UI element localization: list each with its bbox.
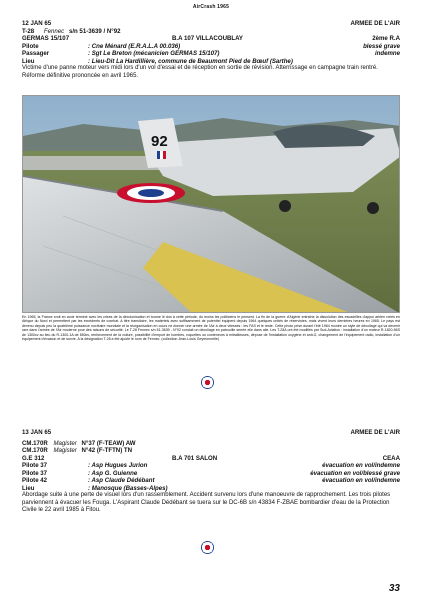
crew-name: : Asp Hugues Jurion bbox=[88, 462, 148, 469]
entry-12-jan-65 bbox=[22, 20, 400, 80]
crew-role: Passager bbox=[22, 50, 50, 57]
region: 2ème R.A bbox=[372, 35, 400, 42]
crew-role: Pilote 37 bbox=[22, 462, 48, 469]
location-value: : Lieu-Dit La Hardillière, commune de Beaumont Pied de Bœuf (Sarthe) bbox=[88, 57, 293, 65]
crew-status: indemne bbox=[374, 50, 400, 57]
page-number: 33 bbox=[388, 583, 400, 594]
region: CEAA bbox=[382, 454, 400, 462]
entry-date: 12 JAN 65 bbox=[22, 20, 52, 27]
base: B.A 107 VILLACOUBLAY bbox=[172, 35, 243, 42]
base: B.A 701 SALON bbox=[172, 454, 218, 462]
crew-status: évacuation en vol/indemne bbox=[322, 462, 400, 469]
tail-number: 92 bbox=[151, 133, 168, 150]
aircraft-id: N°42 (F-TFTN) TN bbox=[81, 447, 133, 454]
roundel-icon bbox=[201, 376, 214, 389]
aircraft-id: N°37 (F-TEAW) AW bbox=[81, 439, 136, 447]
aircraft-name: Magister bbox=[53, 439, 77, 447]
crew-role: Pilote 37 bbox=[22, 469, 48, 477]
entry-13-jan-65 bbox=[22, 429, 400, 515]
unit: GERMAS 15/107 bbox=[22, 35, 70, 42]
crew-name: : Asp G. Guienne bbox=[88, 469, 138, 477]
photo-illustration bbox=[23, 96, 400, 313]
crew-name: : Sgt Le Breton (mécanicien GERMAS 15/107) bbox=[88, 50, 220, 57]
crew-status: évacuation en vol/indemne bbox=[322, 477, 400, 484]
crew-role: Pilote 42 bbox=[22, 477, 48, 484]
running-header: AirCrash 1965 bbox=[192, 4, 230, 10]
crew-status: blessé grave bbox=[363, 42, 400, 50]
crew-status: évacuation en vol/blessé grave bbox=[310, 469, 400, 477]
roundel-icon bbox=[201, 541, 214, 554]
aircraft-type: T-28 bbox=[22, 27, 35, 35]
aircraft-name: Magister bbox=[53, 447, 77, 454]
location-label: Lieu bbox=[22, 57, 35, 65]
incident-description: Victime d'une panne moteur vers midi lors d'un vol d'essai et de réception en sortie de révision. Atterrissage en campagne train rentré. Réforme définitive prononcée en avril 1965. bbox=[22, 65, 378, 79]
aircraft-serial: s/n 51-3639 / N°92 bbox=[68, 27, 121, 35]
photo-caption: En 1965, la France croit en avoir terminé avec les crises de la décolonisation et tourne le dos à cette période, du moins les politiciens le pensent. La fin de la guerre d'Algérie entraîne la dissolution des escadrilles d'appui aérien créés en Afrique du Nord et permettent par les excédents de combat. A titre transitoire, les matériels avec suffisamment de potentiel équipent depuis 1964 quelques unités de réservistes, mais vivent leurs dernières heures en 1965. Le pays est devenu depuis peu la quatrième puissance nucléaire mondiale et la réorganisation en cours ne donner une armée de l'Air à deux vitesses : les FAS et le reste. Cette photo prise durant l'été 1964 montre un style de décollage qui va devenir rare dans l'armée de l'Air moderne pour des raisons de sécurité. Le T-28 Fennec s/n 51-3639 - N°92 conduit un décollage en patrouille serrée elle dans aile. Les T-28A ont été modifiés par Sud-Aviation : installation d'un moteur R-1820-56S de 1300cv au lieu du R-1300-1A de 850cv, renforcement de la voilure, possibilité d'emport de bombes, roquettes ou conteneurs à mitrailleuses, dépose de l'installation oxygène et anti-G, changement de l'équipement radio, installation d'un équipement d'évasion et de survie. A la désignation T-28 a été ajouté le nom de Fennec. (collection Jean-Louis Geymonnetle) bbox=[22, 315, 400, 342]
incident-description: Abordage suite à une perte de visuel lors d'un rassemblement. Accident survenu lors d'une manoeuvre de rapprochement. Les trois pilotes parviennent à évacuer les Fouga. L'Aspirant Claude Dédébant se tuera sur le DC-6B s/n 43834 F-ZBAE bombardier d'eau de la Protection Civile le 22 avril 1985 à Fitou. bbox=[22, 492, 391, 514]
crew-name: : Asp Claude Dédébant bbox=[88, 477, 155, 484]
aircraft-name: Fennec bbox=[43, 27, 65, 35]
aircraft-type: CM.170R bbox=[22, 447, 48, 454]
crew-role: Pilote bbox=[22, 42, 39, 50]
entry-service: ARMEE DE L'AIR bbox=[350, 429, 400, 436]
location-label: Lieu bbox=[22, 484, 35, 492]
unit: G.E 312 bbox=[22, 454, 45, 462]
aircraft-type: CM.170R bbox=[22, 439, 48, 447]
crew-name: : Cne Ménard (E.R.A.L.A 00.036) bbox=[88, 42, 181, 50]
location-value: : Manosque (Basses-Alpes) bbox=[88, 484, 168, 492]
entry-date: 13 JAN 65 bbox=[22, 429, 52, 436]
aircraft-photo bbox=[22, 95, 400, 313]
entry-service: ARMEE DE L'AIR bbox=[350, 20, 400, 27]
